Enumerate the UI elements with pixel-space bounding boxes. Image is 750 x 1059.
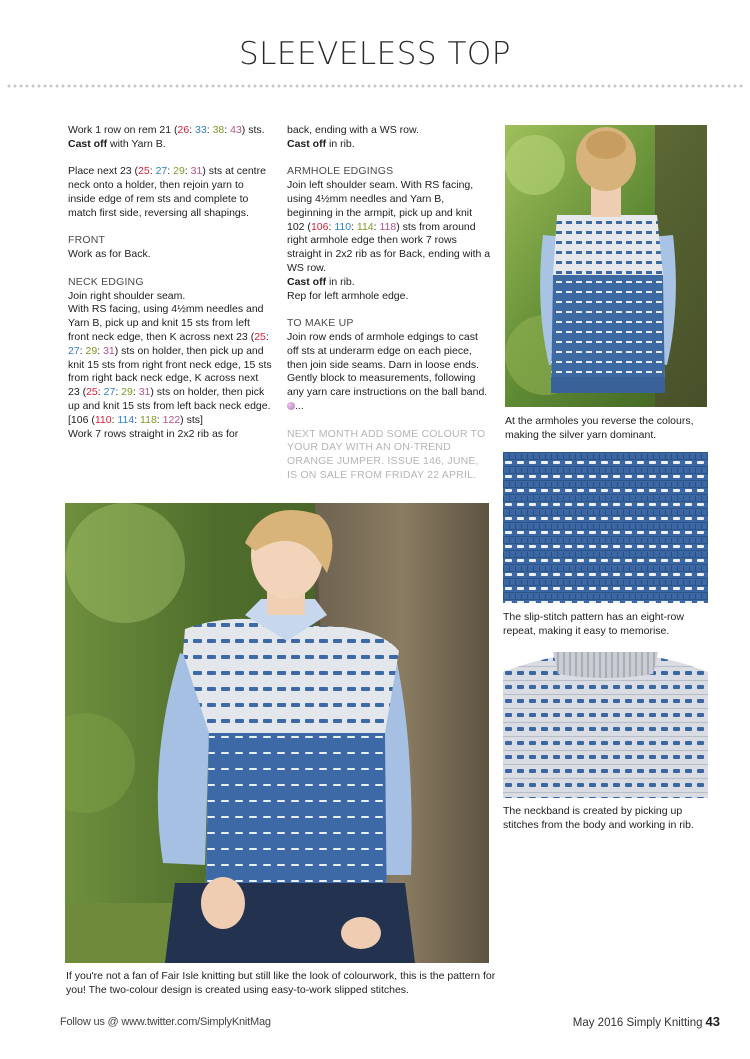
neckband-photo bbox=[503, 652, 708, 798]
title-divider bbox=[6, 84, 744, 88]
paragraph-cast-off: Cast off with Yarn B. bbox=[68, 137, 166, 150]
paragraph-armhole-edgings: Join left shoulder seam. With RS facing, using 4½mm needles and Yarn B, beginning in the armpit, pick up and knit 102 (106: 110: 114: 118) sts from around right armhole edge then work 7 rows straight in 2x2 rib as for Back, ending with a WS row. bbox=[287, 179, 491, 274]
next-month-promo: NEXT MONTH ADD SOME COLOUR TO YOUR DAY WITH AN ON-TREND ORANGE JUMPER. ISSUE 146, JUNE, IS ON SALE FROM FRIDAY 22 APRIL. bbox=[287, 427, 486, 481]
end-of-pattern-icon bbox=[287, 402, 295, 410]
paragraph-continued: back, ending with a WS row. bbox=[287, 124, 419, 136]
main-photo bbox=[65, 503, 489, 963]
back-view-caption: At the armholes you reverse the colours, making the silver yarn dominant. bbox=[505, 415, 694, 441]
paragraph-armhole-cast-off: Cast off in rib. bbox=[287, 275, 355, 288]
section-heading-to-make-up: TO MAKE UP bbox=[287, 317, 354, 330]
section-heading-front: FRONT bbox=[68, 234, 106, 247]
paragraph-make-up: Join row ends of armhole edgings to cast off sts at underarm edge on each piece, then join side seams. Darn in loose ends. Gently block to measurements, following any yarn care instructions on the ball band. ... bbox=[287, 330, 488, 412]
section-heading-neck-edging: NECK EDGING bbox=[68, 275, 144, 288]
footer-issue bbox=[573, 1014, 720, 1029]
neckband-caption: The neckband is created by picking up stitches from the body and working in rib. bbox=[503, 805, 694, 831]
paragraph-cast-off-rib: Cast off in rib. bbox=[287, 137, 355, 150]
back-view-photo bbox=[505, 125, 707, 407]
section-heading-armhole-edgings: ARMHOLE EDGINGS bbox=[287, 165, 394, 178]
swatch-caption: The slip-stitch pattern has an eight-row repeat, making it easy to memorise. bbox=[503, 611, 684, 637]
paragraph-work-row: Work 1 row on rem 21 (26: 33: 38: 43) sts. bbox=[68, 124, 265, 136]
paragraph-stitch-count: [106 (110: 114: 118: 122) sts] bbox=[68, 413, 203, 426]
paragraph-front: Work as for Back. bbox=[68, 248, 151, 261]
paragraph-join-seam: Join right shoulder seam. bbox=[68, 289, 186, 302]
paragraph-neck-edging: With RS facing, using 4½mm needles and Yarn B, pick up and knit 15 sts from left front neck edge, then K across next 23 (25: 27: 29: 31) sts on holder, then pick up and knit 15 sts from right front neck edge, 15 sts from right back neck edge, K across next 23 (25: 27: 29: 31) sts on holder, then pick up and knit 15 sts from left back neck edge. bbox=[68, 303, 272, 412]
page-number: 43 bbox=[705, 1014, 720, 1029]
paragraph-place-next: Place next 23 (25: 27: 29: 31) sts at centre neck onto a holder, then rejoin yarn to inside edge of rem sts and complete to match first side, reversing all shapings. bbox=[68, 165, 266, 219]
issue-label: May 2016 Simply Knitting bbox=[572, 1017, 703, 1029]
page-title: SLEEVELESS TOP bbox=[238, 36, 511, 72]
paragraph-repeat-left: Rep for left armhole edge. bbox=[287, 289, 409, 302]
swatch-photo bbox=[503, 452, 708, 603]
footer-twitter[interactable]: Follow us @ www.twitter.com/SimplyKnitMag bbox=[60, 1016, 271, 1028]
main-photo-caption: If you're not a fan of Fair Isle knitting but still like the look of colourwork, this is the pattern for you! The two-colour design is created using easy-to-work slipped stitches. bbox=[66, 970, 496, 996]
pattern-column-1 bbox=[68, 124, 272, 441]
pattern-column-2 bbox=[287, 124, 491, 497]
paragraph-work-rows: Work 7 rows straight in 2x2 rib as for bbox=[68, 427, 239, 440]
